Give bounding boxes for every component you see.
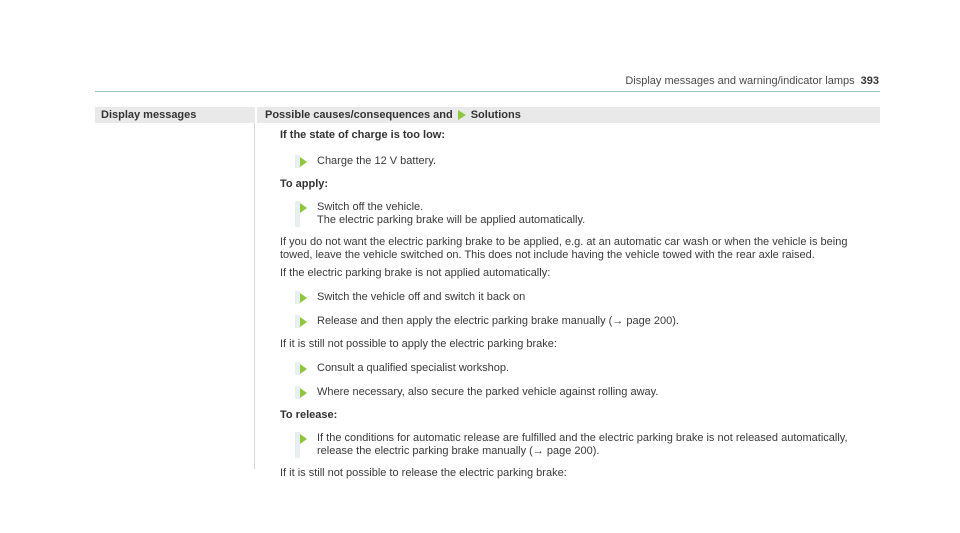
step-release-conditions bbox=[295, 432, 872, 458]
step-switch-off-on-text: Switch the vehicle off and switch it back on bbox=[317, 291, 526, 303]
triangle-right-icon bbox=[458, 110, 466, 120]
page-header bbox=[625, 75, 879, 87]
step-consult-text: Consult a qualified specialist workshop. bbox=[317, 362, 509, 374]
step-release-conditions-line2[interactable]: release the electric parking brake manually (→ page 200). bbox=[317, 445, 600, 457]
triangle-right-icon bbox=[300, 203, 307, 213]
triangle-right-icon bbox=[300, 434, 307, 444]
table-header bbox=[95, 107, 880, 123]
step-release-apply-text[interactable]: Release and then apply the electric parking brake manually (→ page 200). bbox=[317, 315, 679, 327]
para-still-not-release: If it is still not possible to release the electric parking brake: bbox=[280, 467, 567, 479]
display-message-cell bbox=[95, 123, 255, 469]
step-release-conditions-line1: If the conditions for automatic release are fulfilled and the electric parking brake is not released automatically, bbox=[317, 432, 848, 444]
para-not-applied: If the electric parking brake is not applied automatically: bbox=[280, 267, 551, 279]
para-towing: If you do not want the electric parking brake to be applied, e.g. at an automatic car wash or when the vehicle is being towed, leave the vehicle switched on. This does not include having the vehicle towed with the rear axle raised. bbox=[280, 236, 848, 261]
charge-heading: If the state of charge is too low: bbox=[280, 129, 446, 141]
triangle-right-icon bbox=[300, 317, 307, 327]
apply-heading: To apply: bbox=[280, 178, 329, 190]
step-switch-off-text bbox=[317, 201, 872, 227]
step-charge bbox=[295, 155, 872, 168]
step-switch-off bbox=[295, 201, 872, 227]
triangle-right-icon bbox=[300, 364, 307, 374]
step-secure bbox=[295, 386, 872, 399]
step-switch-off-line1: Switch off the vehicle. bbox=[317, 201, 424, 213]
step-switch-off-line2: The electric parking brake will be applied automatically. bbox=[317, 214, 586, 226]
triangle-right-icon bbox=[300, 293, 307, 303]
step-release-apply bbox=[295, 315, 872, 328]
para-still-not-apply: If it is still not possible to apply the electric parking brake: bbox=[280, 338, 557, 350]
col-header-causes-label: Possible causes/consequences and bbox=[265, 109, 453, 121]
step-release-conditions-text bbox=[317, 432, 872, 458]
messages-table bbox=[95, 107, 880, 480]
solutions-cell bbox=[255, 123, 880, 480]
step-switch-off-on bbox=[295, 291, 872, 304]
col-header-causes bbox=[255, 107, 880, 123]
step-consult bbox=[295, 362, 872, 375]
page-number: 393 bbox=[860, 75, 879, 87]
col-header-display-messages: Display messages bbox=[101, 109, 197, 121]
release-heading: To release: bbox=[280, 409, 338, 421]
header-rule bbox=[95, 91, 880, 92]
step-charge-text: Charge the 12 V battery. bbox=[317, 155, 437, 167]
page-header-title: Display messages and warning/indicator lamps bbox=[625, 75, 855, 87]
triangle-right-icon bbox=[300, 388, 307, 398]
col-header-solutions-label: Solutions bbox=[470, 109, 521, 121]
table-body bbox=[95, 123, 880, 480]
triangle-right-icon bbox=[300, 157, 307, 167]
step-secure-text: Where necessary, also secure the parked vehicle against rolling away. bbox=[317, 386, 659, 398]
